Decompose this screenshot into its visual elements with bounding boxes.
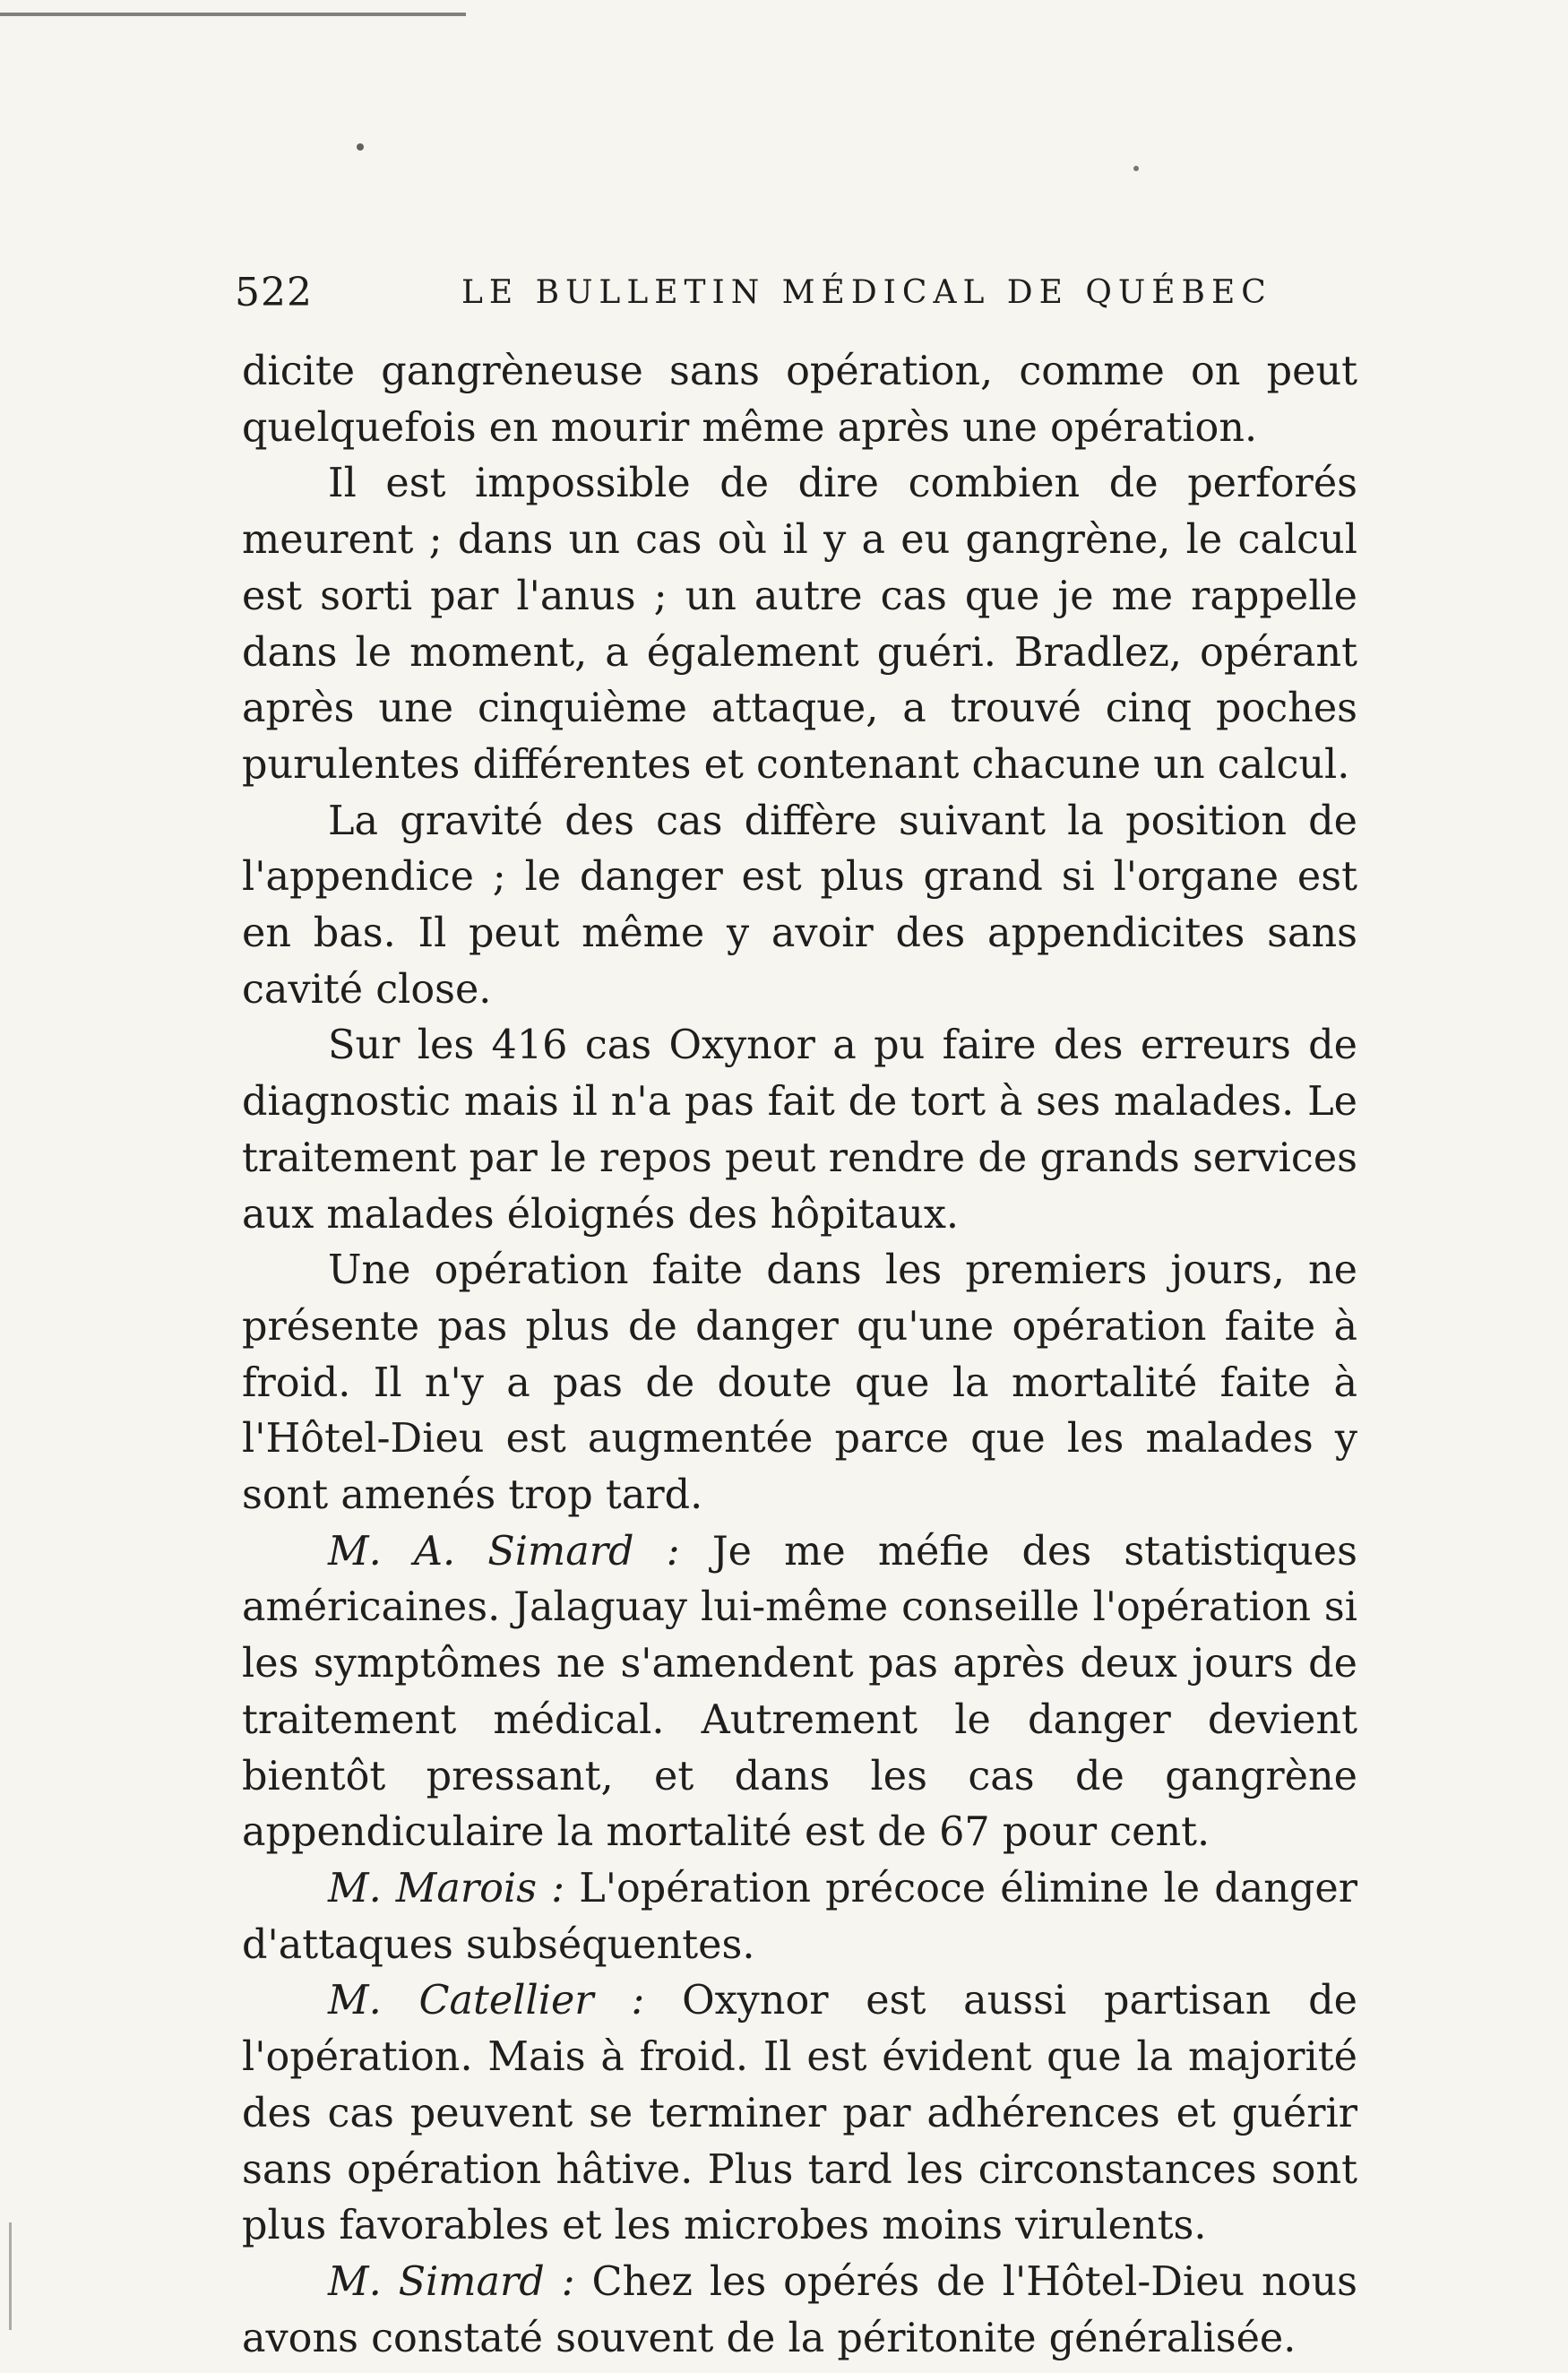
paragraph: Une opération faite dans les premiers jours, ne présente pas plus de danger qu'une opération faite à froid. Il n'y a pas de doute que la mortalité faite à l'Hôtel-Dieu est augmentée parce que les malades y sont amenés trop tard. [242,1247,1357,1519]
page-number: 522 [235,269,313,315]
speaker-paragraph: M. Simard : Chez les opérés de l'Hôtel-Dieu nous avons constaté souvent de la péritonite généralisée. [242,2258,1357,2361]
paragraph: Il est impossible de dire combien de perforés meurent ; dans un cas où il y a eu gangrène, le calcul est sorti par l'anus ; un autre cas que je me rappelle dans le moment, a également guéri. Bradlez, opérant après une cinquième attaque, a trouvé cinq poches purulentes différentes et contenant chacune un calcul. [242,461,1357,788]
scan-artifact-top-left [0,13,466,16]
speaker-paragraph: M. Catellier : Oxynor est aussi partisan de l'opération. Mais à froid. Il est évident que la majorité des cas peuvent se terminer par adhérences et guérir sans opération hâtive. Plus tard les circonstances sont plus favorables et les microbes moins virulents. [242,1978,1357,2249]
scan-artifact-dot [357,143,364,151]
speaker-name: M. A. Simard : [328,1528,680,1575]
running-title: LE BULLETIN MÉDICAL DE QUÉBEC [461,273,1272,311]
body-text [242,344,1357,2367]
scan-artifact-left-edge [9,2222,12,2330]
paragraph: Sur les 416 cas Oxynor a pu faire des erreurs de diagnostic mais il n'a pas fait de tort à ses malades. Le traitement par le repos peut rendre de grands services aux malades éloignés des hôpitaux. [242,1023,1357,1238]
paragraph: La gravité des cas diffère suivant la position de l'appendice ; le danger est plus grand si l'organe est en bas. Il peut même y avoir des appendicites sans cavité close. [242,798,1357,1013]
speaker-paragraph: M. Marois : L'opération précoce élimine le danger d'attaques subséquentes. [242,1865,1357,1968]
speaker-name: M. Simard : [328,2258,575,2305]
scan-artifact-dot [1133,166,1139,171]
speaker-paragraph: M. A. Simard : Je me méfie des statistiques américaines. Jalaguay lui-même conseille l'opération si les symptômes ne s'amendent pas après deux jours de traitement médical. Autrement le danger devient bientôt pressant, et dans les cas de gangrène appendiculaire la mortalité est de 67 pour cent. [242,1528,1357,1856]
speaker-name: M. Catellier : [328,1978,645,2024]
page-header [235,265,1350,319]
paragraph-continuation: dicite gangrèneuse sans opération, comme on peut quelquefois en mourir même après une opération. [242,349,1357,451]
speaker-name: M. Marois : [328,1865,565,1911]
